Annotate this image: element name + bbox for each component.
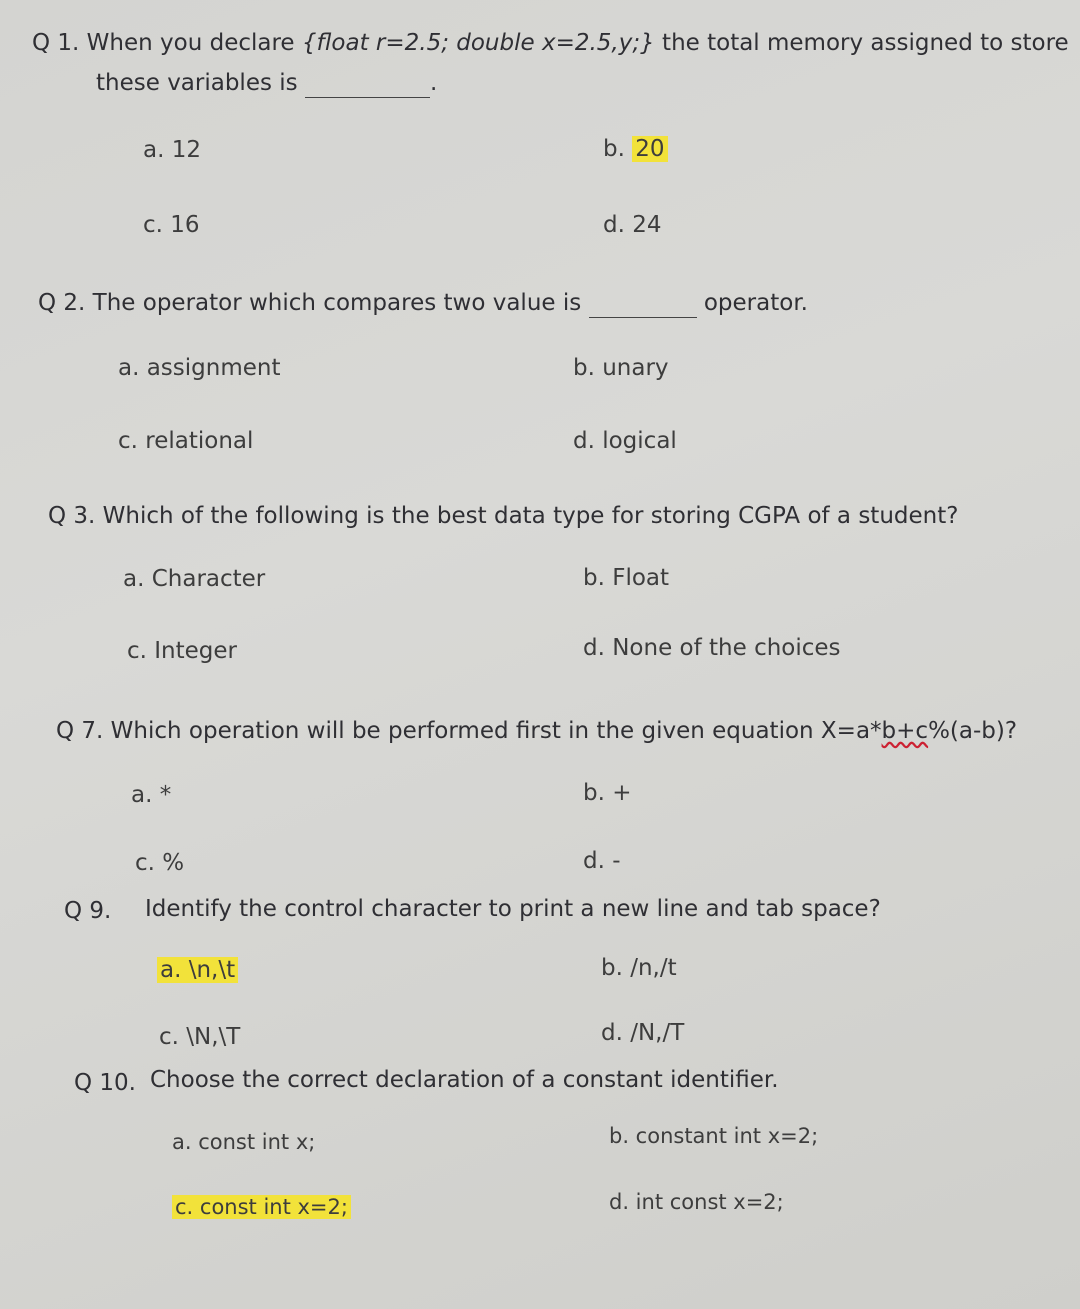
q2-line	[38, 290, 808, 318]
q3-line	[48, 503, 958, 531]
q7-equation-c: %(a-b)?	[928, 718, 1018, 744]
q2-option-c: c. relational	[118, 428, 254, 454]
q2-text: The operator which compares two value is	[92, 290, 582, 316]
q3-option-c: c. Integer	[127, 638, 238, 664]
q7-option-b: b. +	[583, 780, 632, 806]
q1-number: Q 1.	[32, 30, 80, 56]
q10-text: Choose the correct declaration of a constant identifier.	[150, 1067, 779, 1093]
q10-option-d: d. int const x=2;	[609, 1190, 784, 1214]
q2-number: Q 2.	[38, 290, 86, 316]
q2-end: operator.	[703, 290, 808, 316]
q1-text-a: When you declare	[86, 30, 302, 56]
q2-option-a: a. assignment	[118, 355, 281, 381]
q7-equation-a: X=a*	[820, 718, 882, 744]
q9-option-a	[157, 957, 238, 985]
q3-option-a: a. Character	[123, 566, 266, 592]
q1-option-a: a. 12	[143, 137, 201, 163]
q2-option-d: d. logical	[573, 428, 677, 454]
q1-option-b-label: b.	[603, 136, 625, 162]
q1-blank	[305, 97, 430, 98]
q7-line	[56, 718, 1017, 746]
q3-text: Which of the following is the best data type for storing CGPA of a student?	[102, 503, 959, 529]
q7-option-d: d. -	[583, 848, 621, 874]
q1-line2-text: these variables is	[96, 70, 298, 96]
q1-option-c: c. 16	[143, 212, 200, 238]
q9-text: Identify the control character to print a new line and tab space?	[145, 896, 881, 922]
q9-option-b: b. /n,/t	[601, 955, 677, 981]
q10-number: Q 10.	[74, 1070, 136, 1096]
q1-end: .	[429, 70, 438, 96]
q1-text-b: the total memory assigned to store	[654, 30, 1069, 56]
q3-option-d: d. None of the choices	[583, 635, 841, 661]
q7-number: Q 7.	[56, 718, 104, 744]
q7-text: Which operation will be performed first in the given equation	[110, 718, 821, 744]
q9-number: Q 9.	[64, 898, 112, 924]
q1-code: {float r=2.5; double x=2.5,y;}	[301, 30, 655, 56]
q2-blank	[589, 317, 697, 318]
q1-line2	[96, 70, 437, 98]
q1-option-b	[603, 136, 668, 164]
q7-option-c: c. %	[135, 850, 185, 876]
q2-option-b: b. unary	[573, 355, 669, 381]
q10-option-a: a. const int x;	[172, 1130, 316, 1154]
q9-option-c: c. \N,\T	[159, 1024, 241, 1050]
q9-option-d: d. /N,/T	[601, 1020, 685, 1046]
q10-option-c	[172, 1195, 351, 1220]
q3-number: Q 3.	[48, 503, 96, 529]
q9-option-a-highlight: a. \n,\t	[157, 957, 238, 983]
q7-option-a: a. *	[131, 782, 172, 808]
q1-line1	[32, 30, 1069, 58]
q10-option-b: b. constant int x=2;	[609, 1124, 819, 1148]
q3-option-b: b. Float	[583, 565, 670, 591]
q1-option-d: d. 24	[603, 212, 662, 238]
q7-equation-b: b+c	[881, 718, 929, 744]
q1-option-b-highlight: 20	[632, 136, 667, 162]
q10-option-c-highlight: c. const int x=2;	[172, 1195, 351, 1219]
